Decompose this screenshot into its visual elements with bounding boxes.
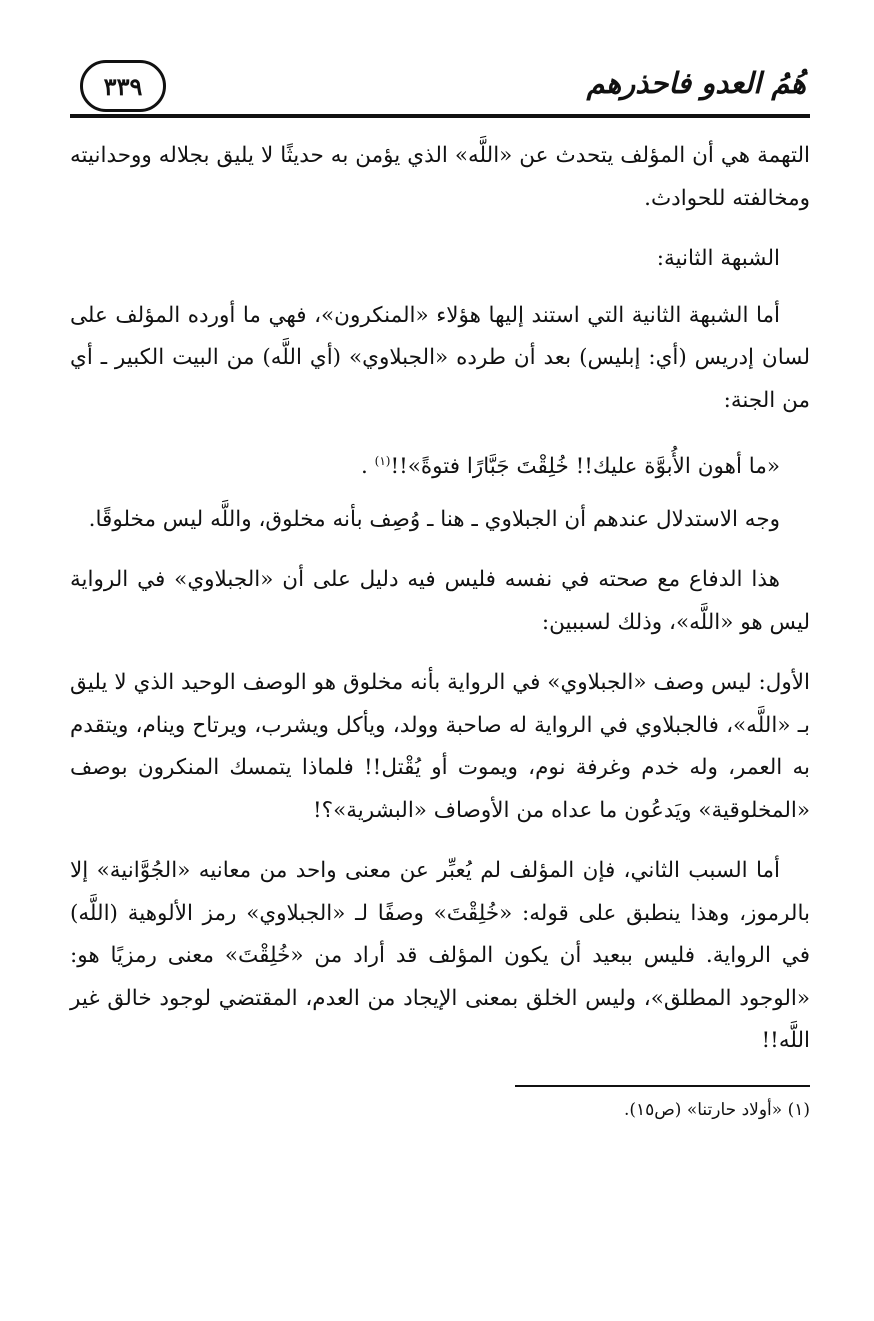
page-number-badge — [80, 60, 166, 112]
footnote-reference: (١) — [374, 454, 391, 468]
quotation-text: «ما أهون الأُبوَّة عليك!! خُلِقْتَ جَبَّارًا فتوةً»!! — [390, 454, 780, 480]
paragraph-5: الأول: ليس وصف «الجبلاوي» في الرواية بأنه مخلوق هو الوصف الوحيد الذي لا يليق بـ «اللَّه»، فالجبلاوي في الرواية له صاحبة وولد، ويأكل ويشرب، ويرتاح وينام، ويتقدم به العمر، وله خدم وغرفة نوم، ويموت أو يُقْتل!! فلماذا يتمسك المنكرون بوصف «المخلوقية» ويَدعُون ما عداه من الأوصاف «البشرية»؟! — [70, 670, 810, 823]
quotation — [70, 440, 810, 489]
book-page — [70, 48, 810, 1125]
paragraph-1: التهمة هي أن المؤلف يتحدث عن «اللَّه» الذي يؤمن به حديثًا لا يليق بجلاله ووحدانيته ومخالفته للحوادث. — [70, 143, 810, 211]
header-rule — [70, 114, 810, 118]
section-heading: الشبهة الثانية: — [656, 246, 780, 271]
quotation-end: . — [360, 454, 375, 480]
paragraph-6: أما السبب الثاني، فإن المؤلف لم يُعبِّر عن معنى واحد من معانيه «الجُوَّانية» إلا بالرموز، وهذا ينطبق على قوله: «خُلِقْتَ» وصفًا لـ «الجبلاوي» رمز الألوهية (اللَّه) في الرواية. فليس ببعيد أن يكون المؤلف قد أراد من «خُلِقْتَ» معنى رمزيًا هو: «الوجود المطلق»، وليس الخلق بمعنى الإيجاد من العدم، المقتضي لوجود خالق غير اللَّه!! — [70, 858, 810, 1054]
page-body — [70, 135, 810, 1063]
page-header — [70, 48, 810, 123]
paragraph-3: وجه الاستدلال عندهم أن الجبلاوي ـ هنا ـ وُصِف بأنه مخلوق، واللَّه ليس مخلوقًا. — [88, 506, 780, 532]
page-number: ٣٣٩ — [103, 71, 143, 101]
paragraph-2: أما الشبهة الثانية التي استند إليها هؤلاء «المنكرون»، فهي ما أورده المؤلف على لسان إدريس (أي: إبليس) بعد أن طرده «الجبلاوي» (أي اللَّه) من البيت الكبير ـ أي من الجنة: — [70, 302, 810, 413]
footnote-divider — [515, 1085, 810, 1087]
running-title: هُمُ العدو فاحذرهم — [586, 66, 806, 100]
paragraph-4: هذا الدفاع مع صحته في نفسه فليس فيه دليل على أن «الجبلاوي» في الرواية ليس هو «اللَّه»، وذلك لسببين: — [70, 567, 810, 635]
footnote: (١) «أولاد حارتنا» (ص١٥). — [623, 1099, 810, 1120]
